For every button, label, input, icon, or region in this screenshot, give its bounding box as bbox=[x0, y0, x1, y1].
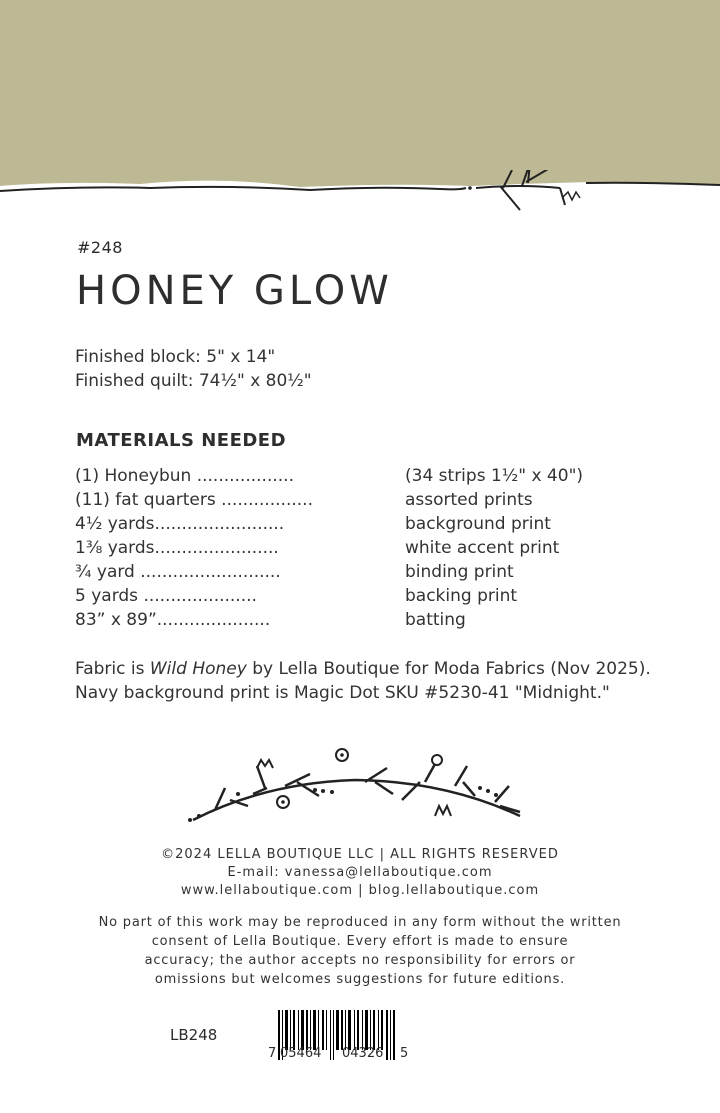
material-desc: assorted prints bbox=[405, 490, 533, 510]
material-row bbox=[75, 610, 695, 634]
material-qty: ¾ yard .......................... bbox=[75, 562, 281, 582]
material-row bbox=[75, 490, 695, 514]
material-qty: (1) Honeybun .................. bbox=[75, 466, 294, 486]
barcode-right-group: 04326 bbox=[342, 1046, 384, 1061]
material-qty: (11) fat quarters ................. bbox=[75, 490, 313, 510]
material-desc: background print bbox=[405, 514, 551, 534]
material-qty: 4½ yards........................ bbox=[75, 514, 285, 534]
barcode-left-group: 05464 bbox=[280, 1046, 322, 1061]
pattern-title: HONEY GLOW bbox=[76, 268, 393, 314]
material-row bbox=[75, 466, 695, 490]
copyright-block bbox=[0, 846, 720, 900]
finished-quilt: Finished quilt: 74½" x 80½" bbox=[75, 371, 312, 391]
materials-heading: MATERIALS NEEDED bbox=[76, 430, 287, 451]
material-row bbox=[75, 538, 695, 562]
material-qty: 1⅜ yards....................... bbox=[75, 538, 279, 558]
legal-line: consent of Lella Boutique. Every effort is made to ensure bbox=[151, 934, 569, 949]
legal-line: omissions but welcomes suggestions for future editions. bbox=[154, 972, 566, 987]
finished-block: Finished block: 5" x 14" bbox=[75, 347, 276, 367]
barcode-first-digit: 7 bbox=[268, 1046, 277, 1061]
fabric-note-text: by Lella Boutique for Moda Fabrics (Nov 2025). bbox=[246, 659, 651, 679]
material-row bbox=[75, 562, 695, 586]
material-desc: batting bbox=[405, 610, 466, 630]
material-qty: 5 yards ..................... bbox=[75, 586, 257, 606]
fabric-name: Wild Honey bbox=[149, 659, 247, 679]
header-banner bbox=[0, 0, 720, 195]
material-desc: backing print bbox=[405, 586, 518, 606]
email: E-mail: vanessa@lellaboutique.com bbox=[227, 865, 493, 880]
legal-line: No part of this work may be reproduced in any form without the written bbox=[98, 915, 622, 930]
material-qty: 83” x 89”..................... bbox=[75, 610, 271, 630]
material-row bbox=[75, 586, 695, 610]
copyright: ©2024 LELLA BOUTIQUE LLC | ALL RIGHTS RESERVED bbox=[161, 847, 559, 862]
legal-notice bbox=[0, 913, 720, 989]
material-desc: binding print bbox=[405, 562, 514, 582]
legal-line: accuracy; the author accepts no responsibility for errors or bbox=[144, 953, 576, 968]
torn-edge-flower-icon bbox=[0, 170, 720, 220]
pattern-number: #248 bbox=[77, 238, 123, 257]
fabric-note bbox=[75, 657, 715, 705]
websites: www.lellaboutique.com | blog.lellaboutique.com bbox=[180, 883, 540, 898]
barcode-last-digit: 5 bbox=[400, 1046, 409, 1061]
material-row bbox=[75, 514, 695, 538]
product-code: LB248 bbox=[170, 1026, 218, 1044]
material-desc: white accent print bbox=[405, 538, 560, 558]
floral-vine-icon bbox=[175, 738, 545, 828]
fabric-note-text: Fabric is bbox=[75, 659, 150, 679]
background-note: Navy background print is Magic Dot SKU #5230-41 "Midnight." bbox=[75, 683, 610, 703]
material-desc: (34 strips 1½" x 40") bbox=[405, 466, 584, 486]
